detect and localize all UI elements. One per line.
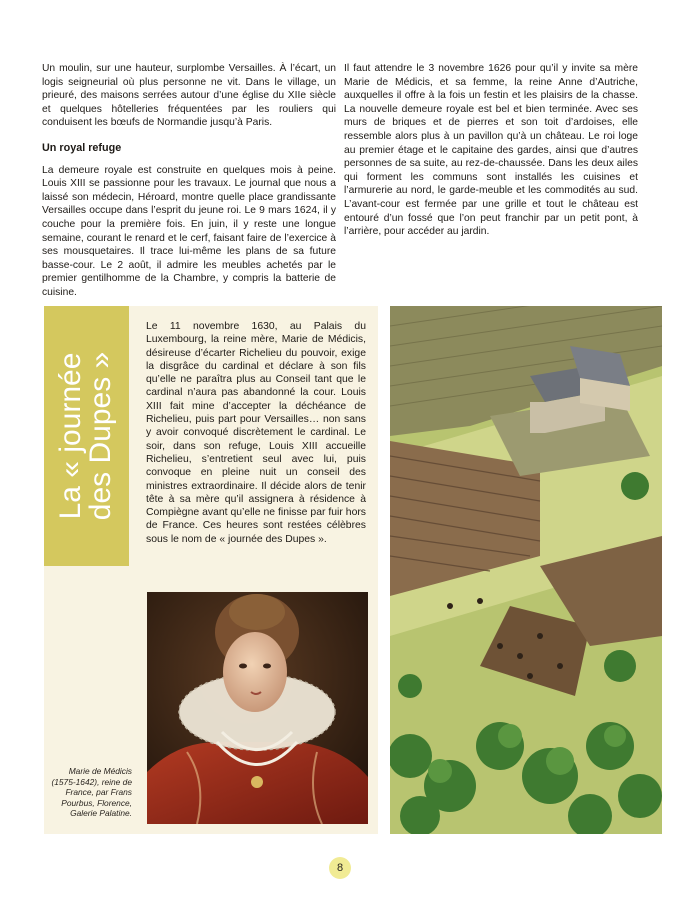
section-heading: Un royal refuge xyxy=(42,141,122,154)
sidebar-text: Le 11 novembre 1630, au Palais du Luxembourg, la reine mère, Marie de Médicis, désireuse d’écarter Richelieu du pouvoir, exige la disgrâce du cardinal et déclare à son fils qu’elle ne paraîtra plus au Conseil tant que le cardinal n’aura pas abandonné la cour. Louis XIII fait mine d’accepter la déchéance de Richelieu, puis part pour Versailles… non sans y avoir convoqué discrètement le cardinal. Le soir, dans son refuge, Louis XIII accueille Richelieu, s’entretient seul avec lui, puis convoque en pleine nuit un conseil des ministres extraordinaire. Il décide alors de tenir tête à sa mère qu’il assignera à résidence à Compiègne avant qu’elle ne finisse par fuir hors de France. Ces heures sont restées célèbres sous le nom de « journée des Dupes ». xyxy=(146,321,366,545)
intro-paragraph: Un moulin, sur une hauteur, surplombe Versailles. À l’écart, un logis seigneurial où plus personne ne vit. Dans le village, un prieuré, des maisons serrées autour d’une église du XIIe siècle et quelques hôtelleries fréquentées par les rouliers qui conduisent les bœufs de Normandie jusqu’à Paris. xyxy=(42,63,336,129)
sidebar-title xyxy=(56,311,116,561)
right-text-column xyxy=(344,62,638,239)
page-number: 8 xyxy=(329,857,351,879)
sidebar-title-line1: La « journée xyxy=(54,352,87,520)
versailles-village-illustration xyxy=(390,306,662,834)
journee-des-dupes-sidebar xyxy=(44,306,378,834)
portrait-caption: Marie de Médicis (1575-1642), reine de France, par Frans Pourbus, Florence, Galerie Palatine. xyxy=(51,766,132,818)
marie-de-medicis-portrait xyxy=(147,592,368,824)
sidebar-title-line2: des Dupes » xyxy=(84,351,117,521)
november-1626-paragraph: Il faut attendre le 3 novembre 1626 pour qu’il y invite sa mère Marie de Médicis, et sa femme, la reine Anne d’Autriche, auxquelles il offre à la fois un festin et les plaisirs de la chasse. La nouvelle demeure royale est bel et bien terminée. Avec ses murs de briques et de pierres et son toit d’ardoises, elle ressemble alors plus à un pavillon qu’à un château. Le roi loge au premier étage et le capitaine des gardes, ainsi que d’autres personnes de sa suite, au rez-de-chaussée. Dans les deux ailes qui forment les communs sont installés les cuisines et l’armurerie au nord, le garde-meuble et les commodités au sud. L’avant-cour est fermée par une grille et tout le château est entouré d’un fossé que l’on peut franchir par un petit pont, à l’arrière, pour accéder au jardin. xyxy=(344,63,638,238)
royal-refuge-paragraph: La demeure royale est construite en quelques mois à peine. Louis XIII se passionne pour les travaux. Le journal que nous a laissé son médecin, Héroard, montre quelle place grandissante Versailles occupe dans l’esprit du jeune roi. Le 9 mars 1624, il y couche pour la première fois. En juin, il y reste une longue semaine, courant le renard et le cerf, faisant faire de l’exercice à ses mousquetaires. Il trace lui-même les plans de sa future basse-cour. Le 2 août, il admire les meubles achetés par le premier gentilhomme de la Chambre, y compris la batterie de cuisine. xyxy=(42,164,336,298)
left-text-column xyxy=(42,62,336,300)
sidebar-title-band xyxy=(44,306,129,566)
